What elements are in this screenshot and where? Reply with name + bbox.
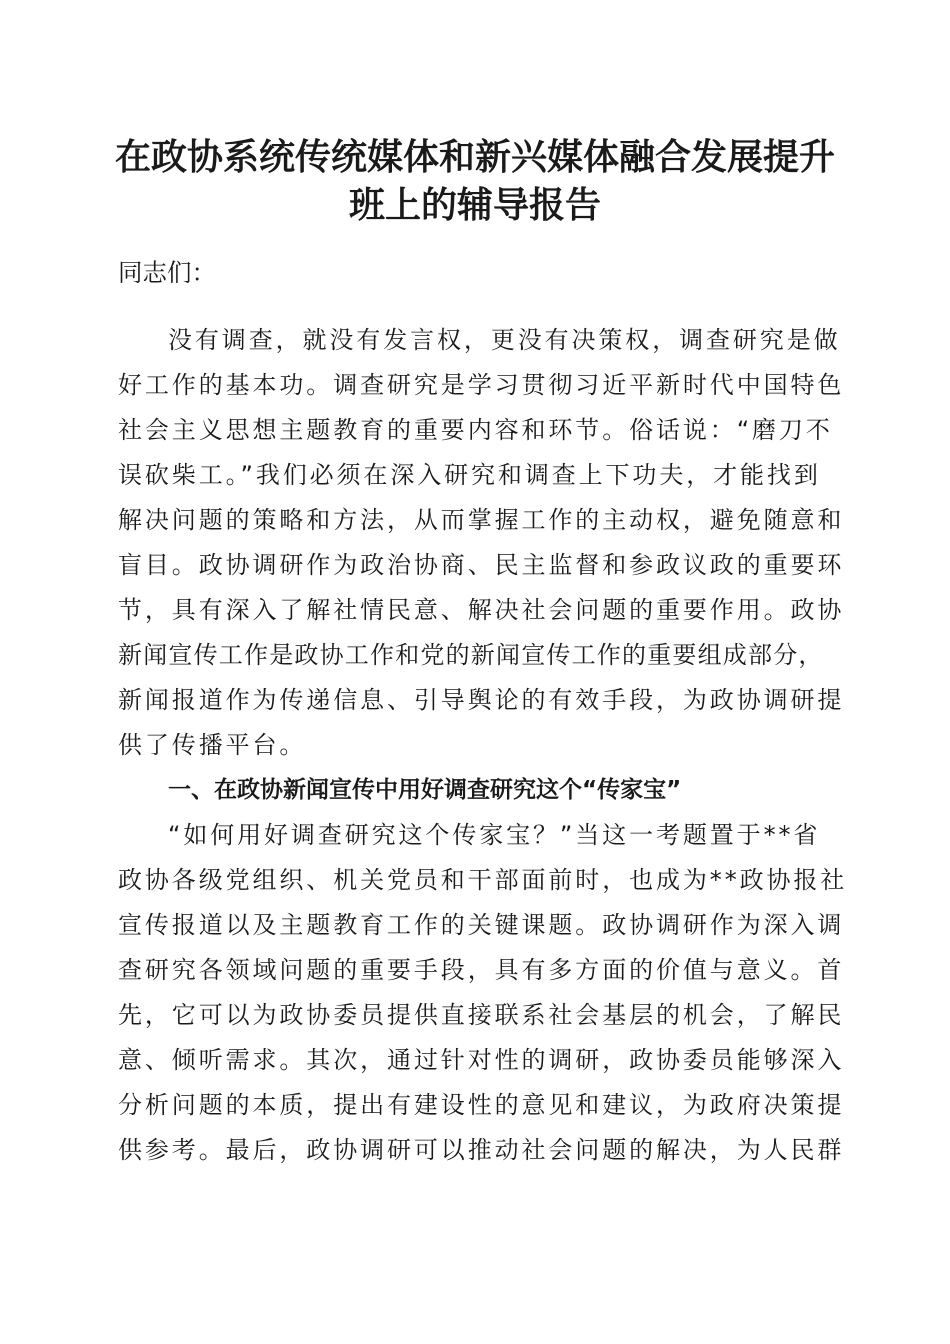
paragraph-1-line: 供了传播平台。	[118, 731, 307, 759]
section-1-heading: 一、在政协新闻宣传中用好调查研究这个“传家宝”	[168, 777, 682, 803]
paragraph-1-line: 盲目。政协调研作为政治协商、民主监督和参政议政的重要环	[118, 551, 845, 579]
document-title-line-2: 班上的辅导报告	[348, 184, 601, 226]
paragraph-2-line: 查研究各领域问题的重要手段，具有多方面的价值与意义。首	[118, 956, 845, 984]
paragraph-1-line: 误砍柴工。”我们必须在深入研究和调查上下功夫，才能找到	[118, 461, 821, 489]
paragraph-1-line: 节，具有深入了解社情民意、解决社会问题的重要作用。政协	[118, 596, 845, 624]
paragraph-2-line: “如何用好调查研究这个传家宝？”当这一考题置于**省	[168, 821, 821, 849]
paragraph-2-line: 供参考。最后，政协调研可以推动社会问题的解决，为人民群	[118, 1136, 845, 1164]
paragraph-1-line: 社会主义思想主题教育的重要内容和环节。俗话说：“磨刀不	[118, 416, 833, 444]
paragraph-2-line: 意、倾听需求。其次，通过针对性的调研，政协委员能够深入	[118, 1046, 845, 1074]
paragraph-2-line: 先，它可以为政协委员提供直接联系社会基层的机会，了解民	[118, 1001, 845, 1029]
salutation: 同志们：	[118, 258, 216, 287]
paragraph-1-line: 新闻宣传工作是政协工作和党的新闻宣传工作的重要组成部分，	[118, 641, 824, 669]
paragraph-2-line: 政协各级党组织、机关党员和干部面前时，也成为**政协报社	[118, 866, 848, 894]
paragraph-2-line: 宣传报道以及主题教育工作的关键课题。政协调研作为深入调	[118, 911, 845, 939]
paragraph-1-line: 解决问题的策略和方法，从而掌握工作的主动权，避免随意和	[118, 506, 845, 534]
paragraph-1-line: 没有调查，就没有发言权，更没有决策权，调查研究是做	[168, 326, 841, 354]
document-title-line-1: 在政协系统传统媒体和新兴媒体融合发展提升	[114, 136, 835, 178]
paragraph-2-line: 分析问题的本质，提出有建设性的意见和建议，为政府决策提	[118, 1091, 845, 1119]
paragraph-1-line: 新闻报道作为传递信息、引导舆论的有效手段，为政协调研提	[118, 686, 845, 714]
paragraph-1-line: 好工作的基本功。调查研究是学习贯彻习近平新时代中国特色	[118, 371, 845, 399]
